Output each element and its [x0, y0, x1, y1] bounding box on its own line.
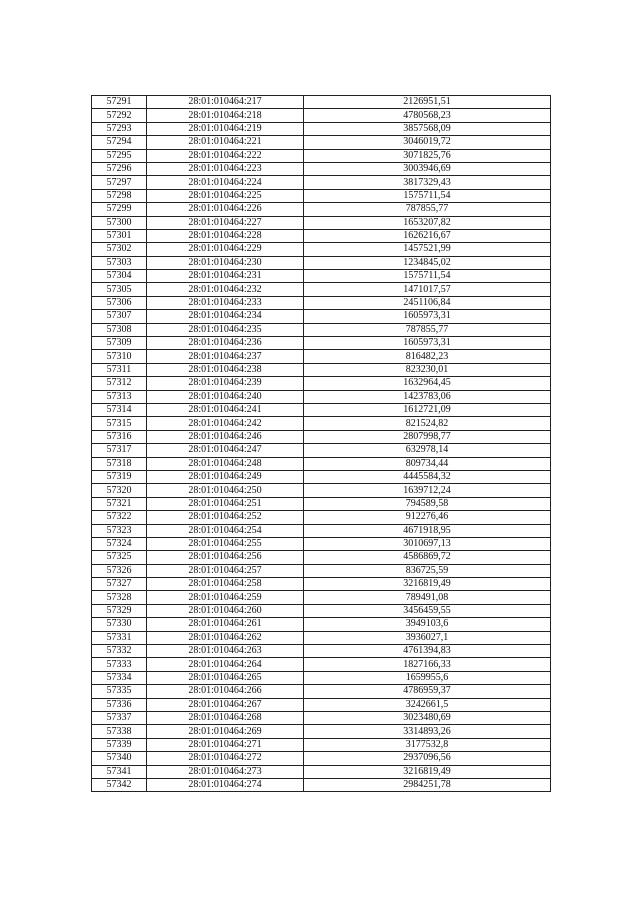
cadastral-number-cell: 28:01:010464:261 [147, 618, 304, 631]
row-number-cell: 57333 [92, 658, 147, 671]
table-row [92, 189, 551, 202]
cadastral-number-cell: 28:01:010464:225 [147, 189, 304, 202]
table-row [92, 497, 551, 510]
row-number-cell: 57295 [92, 149, 147, 162]
row-number-cell: 57313 [92, 390, 147, 403]
cadastral-number-cell: 28:01:010464:262 [147, 631, 304, 644]
row-number-cell: 57318 [92, 457, 147, 470]
cadastral-number-cell: 28:01:010464:258 [147, 578, 304, 591]
row-number-cell: 57292 [92, 109, 147, 122]
row-number-cell: 57291 [92, 96, 147, 109]
table-row [92, 765, 551, 778]
row-number-cell: 57305 [92, 283, 147, 296]
table-row [92, 524, 551, 537]
value-cell: 787855,77 [304, 323, 551, 336]
cadastral-number-cell: 28:01:010464:259 [147, 591, 304, 604]
value-cell: 3936027,1 [304, 631, 551, 644]
row-number-cell: 57332 [92, 645, 147, 658]
table-row [92, 430, 551, 443]
row-number-cell: 57322 [92, 511, 147, 524]
value-cell: 821524,82 [304, 417, 551, 430]
row-number-cell: 57315 [92, 417, 147, 430]
row-number-cell: 57303 [92, 256, 147, 269]
row-number-cell: 57320 [92, 484, 147, 497]
value-cell: 1471017,57 [304, 283, 551, 296]
row-number-cell: 57338 [92, 725, 147, 738]
cadastral-number-cell: 28:01:010464:218 [147, 109, 304, 122]
table-row [92, 162, 551, 175]
row-number-cell: 57310 [92, 350, 147, 363]
value-cell: 4780568,23 [304, 109, 551, 122]
value-cell: 1639712,24 [304, 484, 551, 497]
row-number-cell: 57335 [92, 685, 147, 698]
cadastral-number-cell: 28:01:010464:251 [147, 497, 304, 510]
cadastral-number-cell: 28:01:010464:260 [147, 604, 304, 617]
row-number-cell: 57297 [92, 176, 147, 189]
table-row [92, 109, 551, 122]
table-row [92, 484, 551, 497]
cadastral-number-cell: 28:01:010464:271 [147, 738, 304, 751]
row-number-cell: 57304 [92, 270, 147, 283]
cadastral-number-cell: 28:01:010464:238 [147, 363, 304, 376]
value-cell: 4445584,32 [304, 470, 551, 483]
cadastral-number-cell: 28:01:010464:242 [147, 417, 304, 430]
row-number-cell: 57328 [92, 591, 147, 604]
cadastral-number-cell: 28:01:010464:250 [147, 484, 304, 497]
value-cell: 3216819,49 [304, 765, 551, 778]
value-cell: 3456459,55 [304, 604, 551, 617]
cadastral-number-cell: 28:01:010464:257 [147, 564, 304, 577]
row-number-cell: 57324 [92, 537, 147, 550]
table-row [92, 444, 551, 457]
value-cell: 1632964,45 [304, 377, 551, 390]
cadastral-number-cell: 28:01:010464:234 [147, 310, 304, 323]
value-cell: 2451106,84 [304, 296, 551, 309]
row-number-cell: 57336 [92, 698, 147, 711]
cadastral-number-cell: 28:01:010464:264 [147, 658, 304, 671]
cadastral-number-cell: 28:01:010464:267 [147, 698, 304, 711]
cadastral-number-cell: 28:01:010464:226 [147, 203, 304, 216]
table-row [92, 337, 551, 350]
row-number-cell: 57301 [92, 229, 147, 242]
table-row [92, 645, 551, 658]
cadastral-number-cell: 28:01:010464:236 [147, 337, 304, 350]
cadastral-number-cell: 28:01:010464:274 [147, 778, 304, 791]
cadastral-number-cell: 28:01:010464:223 [147, 162, 304, 175]
value-cell: 2937096,56 [304, 752, 551, 765]
cadastral-number-cell: 28:01:010464:221 [147, 136, 304, 149]
cadastral-number-cell: 28:01:010464:254 [147, 524, 304, 537]
row-number-cell: 57311 [92, 363, 147, 376]
table-row [92, 403, 551, 416]
cadastral-number-cell: 28:01:010464:230 [147, 256, 304, 269]
table-row [92, 457, 551, 470]
value-cell: 3314893,26 [304, 725, 551, 738]
cadastral-number-cell: 28:01:010464:227 [147, 216, 304, 229]
row-number-cell: 57341 [92, 765, 147, 778]
value-cell: 1612721,09 [304, 403, 551, 416]
table-row [92, 591, 551, 604]
row-number-cell: 57314 [92, 403, 147, 416]
row-number-cell: 57329 [92, 604, 147, 617]
table-row [92, 390, 551, 403]
value-cell: 3216819,49 [304, 578, 551, 591]
table-row [92, 564, 551, 577]
cadastral-number-cell: 28:01:010464:231 [147, 270, 304, 283]
row-number-cell: 57293 [92, 122, 147, 135]
row-number-cell: 57340 [92, 752, 147, 765]
table-row [92, 203, 551, 216]
table-row [92, 725, 551, 738]
table-row [92, 470, 551, 483]
row-number-cell: 57334 [92, 671, 147, 684]
row-number-cell: 57319 [92, 470, 147, 483]
table-row [92, 270, 551, 283]
row-number-cell: 57302 [92, 243, 147, 256]
value-cell: 1605973,31 [304, 337, 551, 350]
value-cell: 1234845,02 [304, 256, 551, 269]
row-number-cell: 57308 [92, 323, 147, 336]
cadastral-number-cell: 28:01:010464:224 [147, 176, 304, 189]
table-row [92, 631, 551, 644]
row-number-cell: 57312 [92, 377, 147, 390]
value-cell: 4586869,72 [304, 551, 551, 564]
row-number-cell: 57323 [92, 524, 147, 537]
value-cell: 4671918,95 [304, 524, 551, 537]
value-cell: 1653207,82 [304, 216, 551, 229]
row-number-cell: 57294 [92, 136, 147, 149]
table-row [92, 323, 551, 336]
table-row [92, 229, 551, 242]
cadastral-value-table [91, 95, 551, 792]
cadastral-number-cell: 28:01:010464:240 [147, 390, 304, 403]
row-number-cell: 57330 [92, 618, 147, 631]
value-cell: 1423783,06 [304, 390, 551, 403]
cadastral-number-cell: 28:01:010464:219 [147, 122, 304, 135]
table-row [92, 738, 551, 751]
value-cell: 3023480,69 [304, 711, 551, 724]
table-row [92, 296, 551, 309]
value-cell: 809734,44 [304, 457, 551, 470]
value-cell: 3817329,43 [304, 176, 551, 189]
value-cell: 2984251,78 [304, 778, 551, 791]
value-cell: 4786959,37 [304, 685, 551, 698]
row-number-cell: 57300 [92, 216, 147, 229]
table-row [92, 149, 551, 162]
row-number-cell: 57339 [92, 738, 147, 751]
cadastral-number-cell: 28:01:010464:229 [147, 243, 304, 256]
cadastral-number-cell: 28:01:010464:237 [147, 350, 304, 363]
cadastral-number-cell: 28:01:010464:255 [147, 537, 304, 550]
row-number-cell: 57316 [92, 430, 147, 443]
table-row [92, 136, 551, 149]
cadastral-number-cell: 28:01:010464:247 [147, 444, 304, 457]
value-cell: 1659955,6 [304, 671, 551, 684]
value-cell: 1457521,99 [304, 243, 551, 256]
row-number-cell: 57321 [92, 497, 147, 510]
cadastral-number-cell: 28:01:010464:248 [147, 457, 304, 470]
row-number-cell: 57296 [92, 162, 147, 175]
table-body [92, 96, 551, 792]
table-row [92, 417, 551, 430]
value-cell: 1575711,54 [304, 270, 551, 283]
value-cell: 1605973,31 [304, 310, 551, 323]
table-row [92, 537, 551, 550]
row-number-cell: 57306 [92, 296, 147, 309]
table-row [92, 176, 551, 189]
value-cell: 816482,23 [304, 350, 551, 363]
value-cell: 2807998,77 [304, 430, 551, 443]
cadastral-number-cell: 28:01:010464:265 [147, 671, 304, 684]
value-cell: 3857568,09 [304, 122, 551, 135]
cadastral-number-cell: 28:01:010464:269 [147, 725, 304, 738]
row-number-cell: 57326 [92, 564, 147, 577]
value-cell: 912276,46 [304, 511, 551, 524]
row-number-cell: 57331 [92, 631, 147, 644]
cadastral-number-cell: 28:01:010464:241 [147, 403, 304, 416]
table-row [92, 752, 551, 765]
value-cell: 4761394,83 [304, 645, 551, 658]
table-row [92, 685, 551, 698]
cadastral-number-cell: 28:01:010464:235 [147, 323, 304, 336]
cadastral-number-cell: 28:01:010464:249 [147, 470, 304, 483]
row-number-cell: 57298 [92, 189, 147, 202]
cadastral-number-cell: 28:01:010464:217 [147, 96, 304, 109]
row-number-cell: 57337 [92, 711, 147, 724]
value-cell: 823230,01 [304, 363, 551, 376]
cadastral-number-cell: 28:01:010464:273 [147, 765, 304, 778]
row-number-cell: 57299 [92, 203, 147, 216]
value-cell: 1626216,67 [304, 229, 551, 242]
value-cell: 1827166,33 [304, 658, 551, 671]
table-row [92, 671, 551, 684]
value-cell: 836725,59 [304, 564, 551, 577]
cadastral-number-cell: 28:01:010464:252 [147, 511, 304, 524]
table-row [92, 350, 551, 363]
table-row [92, 618, 551, 631]
row-number-cell: 57309 [92, 337, 147, 350]
table-row [92, 698, 551, 711]
value-cell: 2126951,51 [304, 96, 551, 109]
cadastral-number-cell: 28:01:010464:256 [147, 551, 304, 564]
table-row [92, 711, 551, 724]
row-number-cell: 57325 [92, 551, 147, 564]
table-row [92, 243, 551, 256]
cadastral-number-cell: 28:01:010464:268 [147, 711, 304, 724]
value-cell: 789491,08 [304, 591, 551, 604]
value-cell: 3046019,72 [304, 136, 551, 149]
table-row [92, 604, 551, 617]
value-cell: 3003946,69 [304, 162, 551, 175]
cadastral-number-cell: 28:01:010464:263 [147, 645, 304, 658]
table-row [92, 283, 551, 296]
cadastral-number-cell: 28:01:010464:232 [147, 283, 304, 296]
value-cell: 3071825,76 [304, 149, 551, 162]
table-row [92, 216, 551, 229]
table-row [92, 377, 551, 390]
table-row [92, 310, 551, 323]
value-cell: 1575711,54 [304, 189, 551, 202]
table-row [92, 578, 551, 591]
value-cell: 3949103,6 [304, 618, 551, 631]
cadastral-number-cell: 28:01:010464:266 [147, 685, 304, 698]
row-number-cell: 57307 [92, 310, 147, 323]
cadastral-number-cell: 28:01:010464:239 [147, 377, 304, 390]
cadastral-number-cell: 28:01:010464:228 [147, 229, 304, 242]
cadastral-number-cell: 28:01:010464:222 [147, 149, 304, 162]
value-cell: 632978,14 [304, 444, 551, 457]
value-cell: 3010697,13 [304, 537, 551, 550]
value-cell: 3242661,5 [304, 698, 551, 711]
table-row [92, 122, 551, 135]
table-row [92, 658, 551, 671]
cadastral-number-cell: 28:01:010464:233 [147, 296, 304, 309]
row-number-cell: 57327 [92, 578, 147, 591]
cadastral-number-cell: 28:01:010464:272 [147, 752, 304, 765]
table-row [92, 363, 551, 376]
table-row [92, 551, 551, 564]
cadastral-number-cell: 28:01:010464:246 [147, 430, 304, 443]
table-row [92, 256, 551, 269]
table-row [92, 778, 551, 791]
row-number-cell: 57317 [92, 444, 147, 457]
value-cell: 794589,58 [304, 497, 551, 510]
value-cell: 3177532,8 [304, 738, 551, 751]
table-row [92, 96, 551, 109]
table-row [92, 511, 551, 524]
row-number-cell: 57342 [92, 778, 147, 791]
value-cell: 787855,77 [304, 203, 551, 216]
